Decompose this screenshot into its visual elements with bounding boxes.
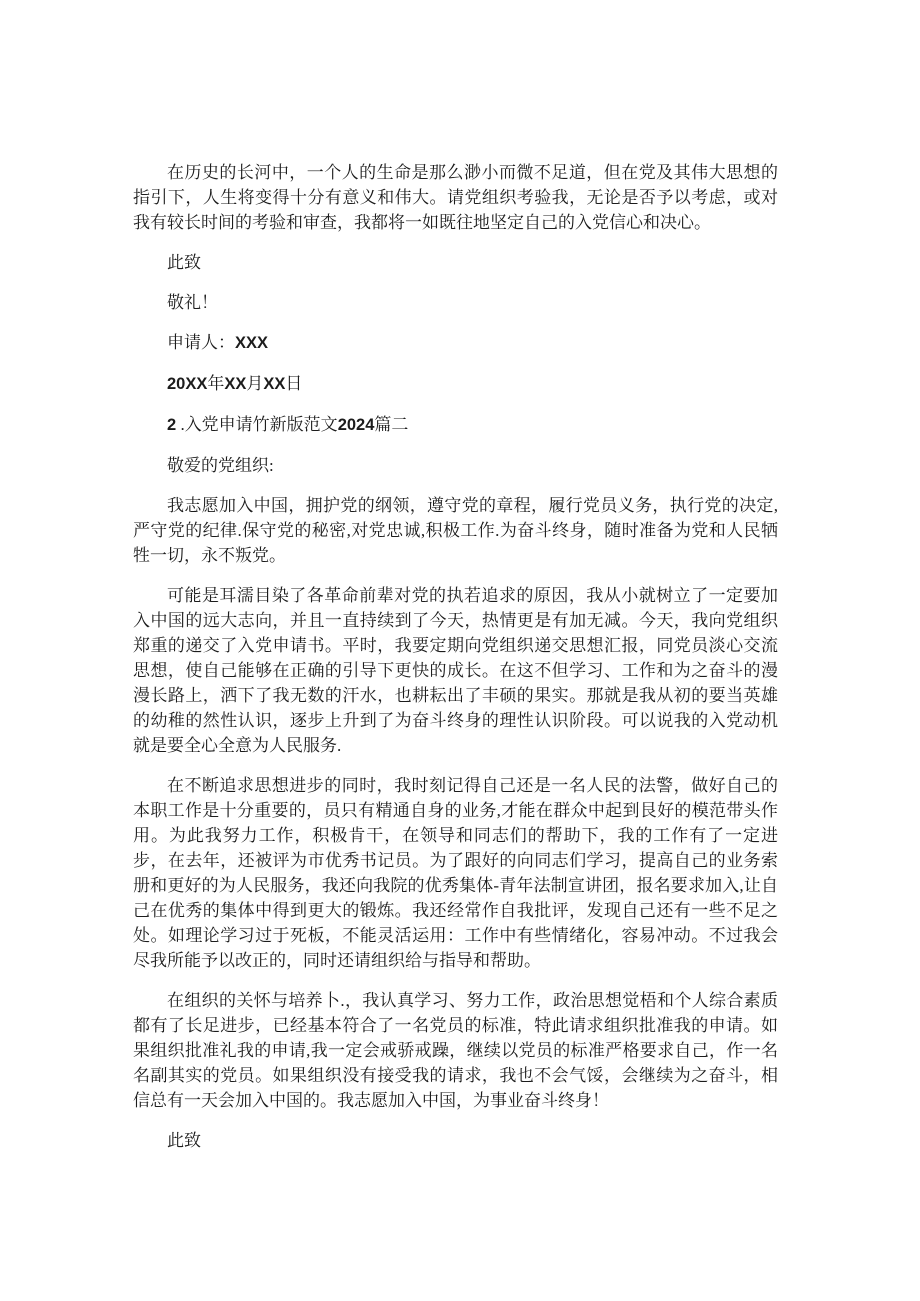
paragraph-work xyxy=(133,773,778,973)
text-run: 此致 xyxy=(167,253,201,272)
applicant-line xyxy=(133,330,778,356)
paragraph-oath xyxy=(133,493,778,568)
closing-cizhi-2 xyxy=(133,1128,778,1153)
text-run: XX xyxy=(224,375,247,393)
text-run: 敬爱的党组织: xyxy=(167,456,274,475)
section-heading xyxy=(133,412,778,438)
closing-cizhi-1 xyxy=(133,250,778,275)
paragraph-pledge-end xyxy=(133,160,778,235)
text-run: 日 xyxy=(285,374,303,393)
closing-jingli xyxy=(133,290,778,315)
text-run: 月 xyxy=(246,374,264,393)
text-run: XX xyxy=(263,375,286,393)
text-run: 敬礼！ xyxy=(167,293,218,312)
salutation xyxy=(133,453,778,478)
text-run: XXX xyxy=(235,334,269,352)
text-run: .入党申请竹新版范文 xyxy=(176,415,338,434)
paragraph-request xyxy=(133,988,778,1113)
text-run: 篇二 xyxy=(374,415,409,434)
text-run: 20XX xyxy=(167,375,208,393)
text-run: 2024 xyxy=(337,416,375,434)
paragraph-motivation xyxy=(133,583,778,758)
text-run: 此致 xyxy=(167,1131,201,1150)
text-run: 申请人： xyxy=(167,333,235,352)
text-run: 年 xyxy=(207,374,225,393)
text-run: 在组织的关怀与培养卜.，我认真学习、努力工作，政治思想觉梧和个人综合素质都有了长足进步，已经基本符合了一名党员的标准，特此请求组织批准我的申请。如果组织批准礼我的申请,我一定会戒骄戒躁，继续以党员的标准严格要求自己，作一名名副其实的党员。如果组织没有接受我的请求，我也不会气馁，会继续为之奋斗，相信总有一天会加入中国的。我志愿加入中国，为事业奋斗终身！ xyxy=(133,991,778,1110)
text-run: 在历史的长河中，一个人的生命是那么渺小而微不足道，但在党及其伟大思想的指引下，人生将变得十分有意义和伟大。请党组织考验我，无论是否予以考虑，或对我有较长时间的考验和审查，我都将一如既往地坚定自己的入党信心和决心。 xyxy=(133,163,778,232)
text-run: 2 xyxy=(167,416,177,434)
text-run: 在不断追求思想进步的同时，我时刻记得自己还是一名人民的法警，做好自己的本职工作是十分重要的，员只有精通自身的业务,才能在群众中起到艮好的模范带头作用。为此我努力工作，积极肯干，在领导和同志们的帮助下，我的工作有了一定进步，在去年，还被评为市优秀书记员。为了跟好的向同志们学习，提高自己的业务索册和更好的为人民服务，我还向我院的优秀集体-青年法制宣讲团，报名要求加入,让自己在优秀的集体中得到更大的锻炼。我还经常作自我批评，发现自己还有一些不足之处。如理论学习过于死板，不能灵活运用：工作中有些情绪化，容易冲动。不过我会尽我所能予以改正的，同时还请组织给与指导和帮助。 xyxy=(133,776,778,970)
text-run: 我志愿加入中国，拥护党的纲领，遵守党的章程，履行党员义务，执行党的决定,严守党的纪律.保守党的秘密,对党忠诚,积极工作.为奋斗终身，随时准备为党和人民牺牲一切，永不叛党。 xyxy=(133,496,778,565)
text-run: 可能是耳濡目染了各革命前辈对党的执若追求的原因，我从小就树立了一定要加入中国的远大志向，并且一直持续到了今天，热情更是有加无减。今天，我向党组织郑重的递交了入党申请书。平时，我要定期向党组织递交思想汇报，同党员淡心交流思想，使自己能够在正确的引导下更快的成长。在这不但学习、工作和为之奋斗的漫漫长路上，洒下了我无数的汗水，也耕耘出了丰硕的果实。那就是我从初的要当英雄的幼稚的然性认识，逐步上升到了为奋斗终身的理性认识阶段。可以说我的入党动机就是要全心全意为人民服务. xyxy=(133,586,778,755)
date-line xyxy=(133,371,778,397)
